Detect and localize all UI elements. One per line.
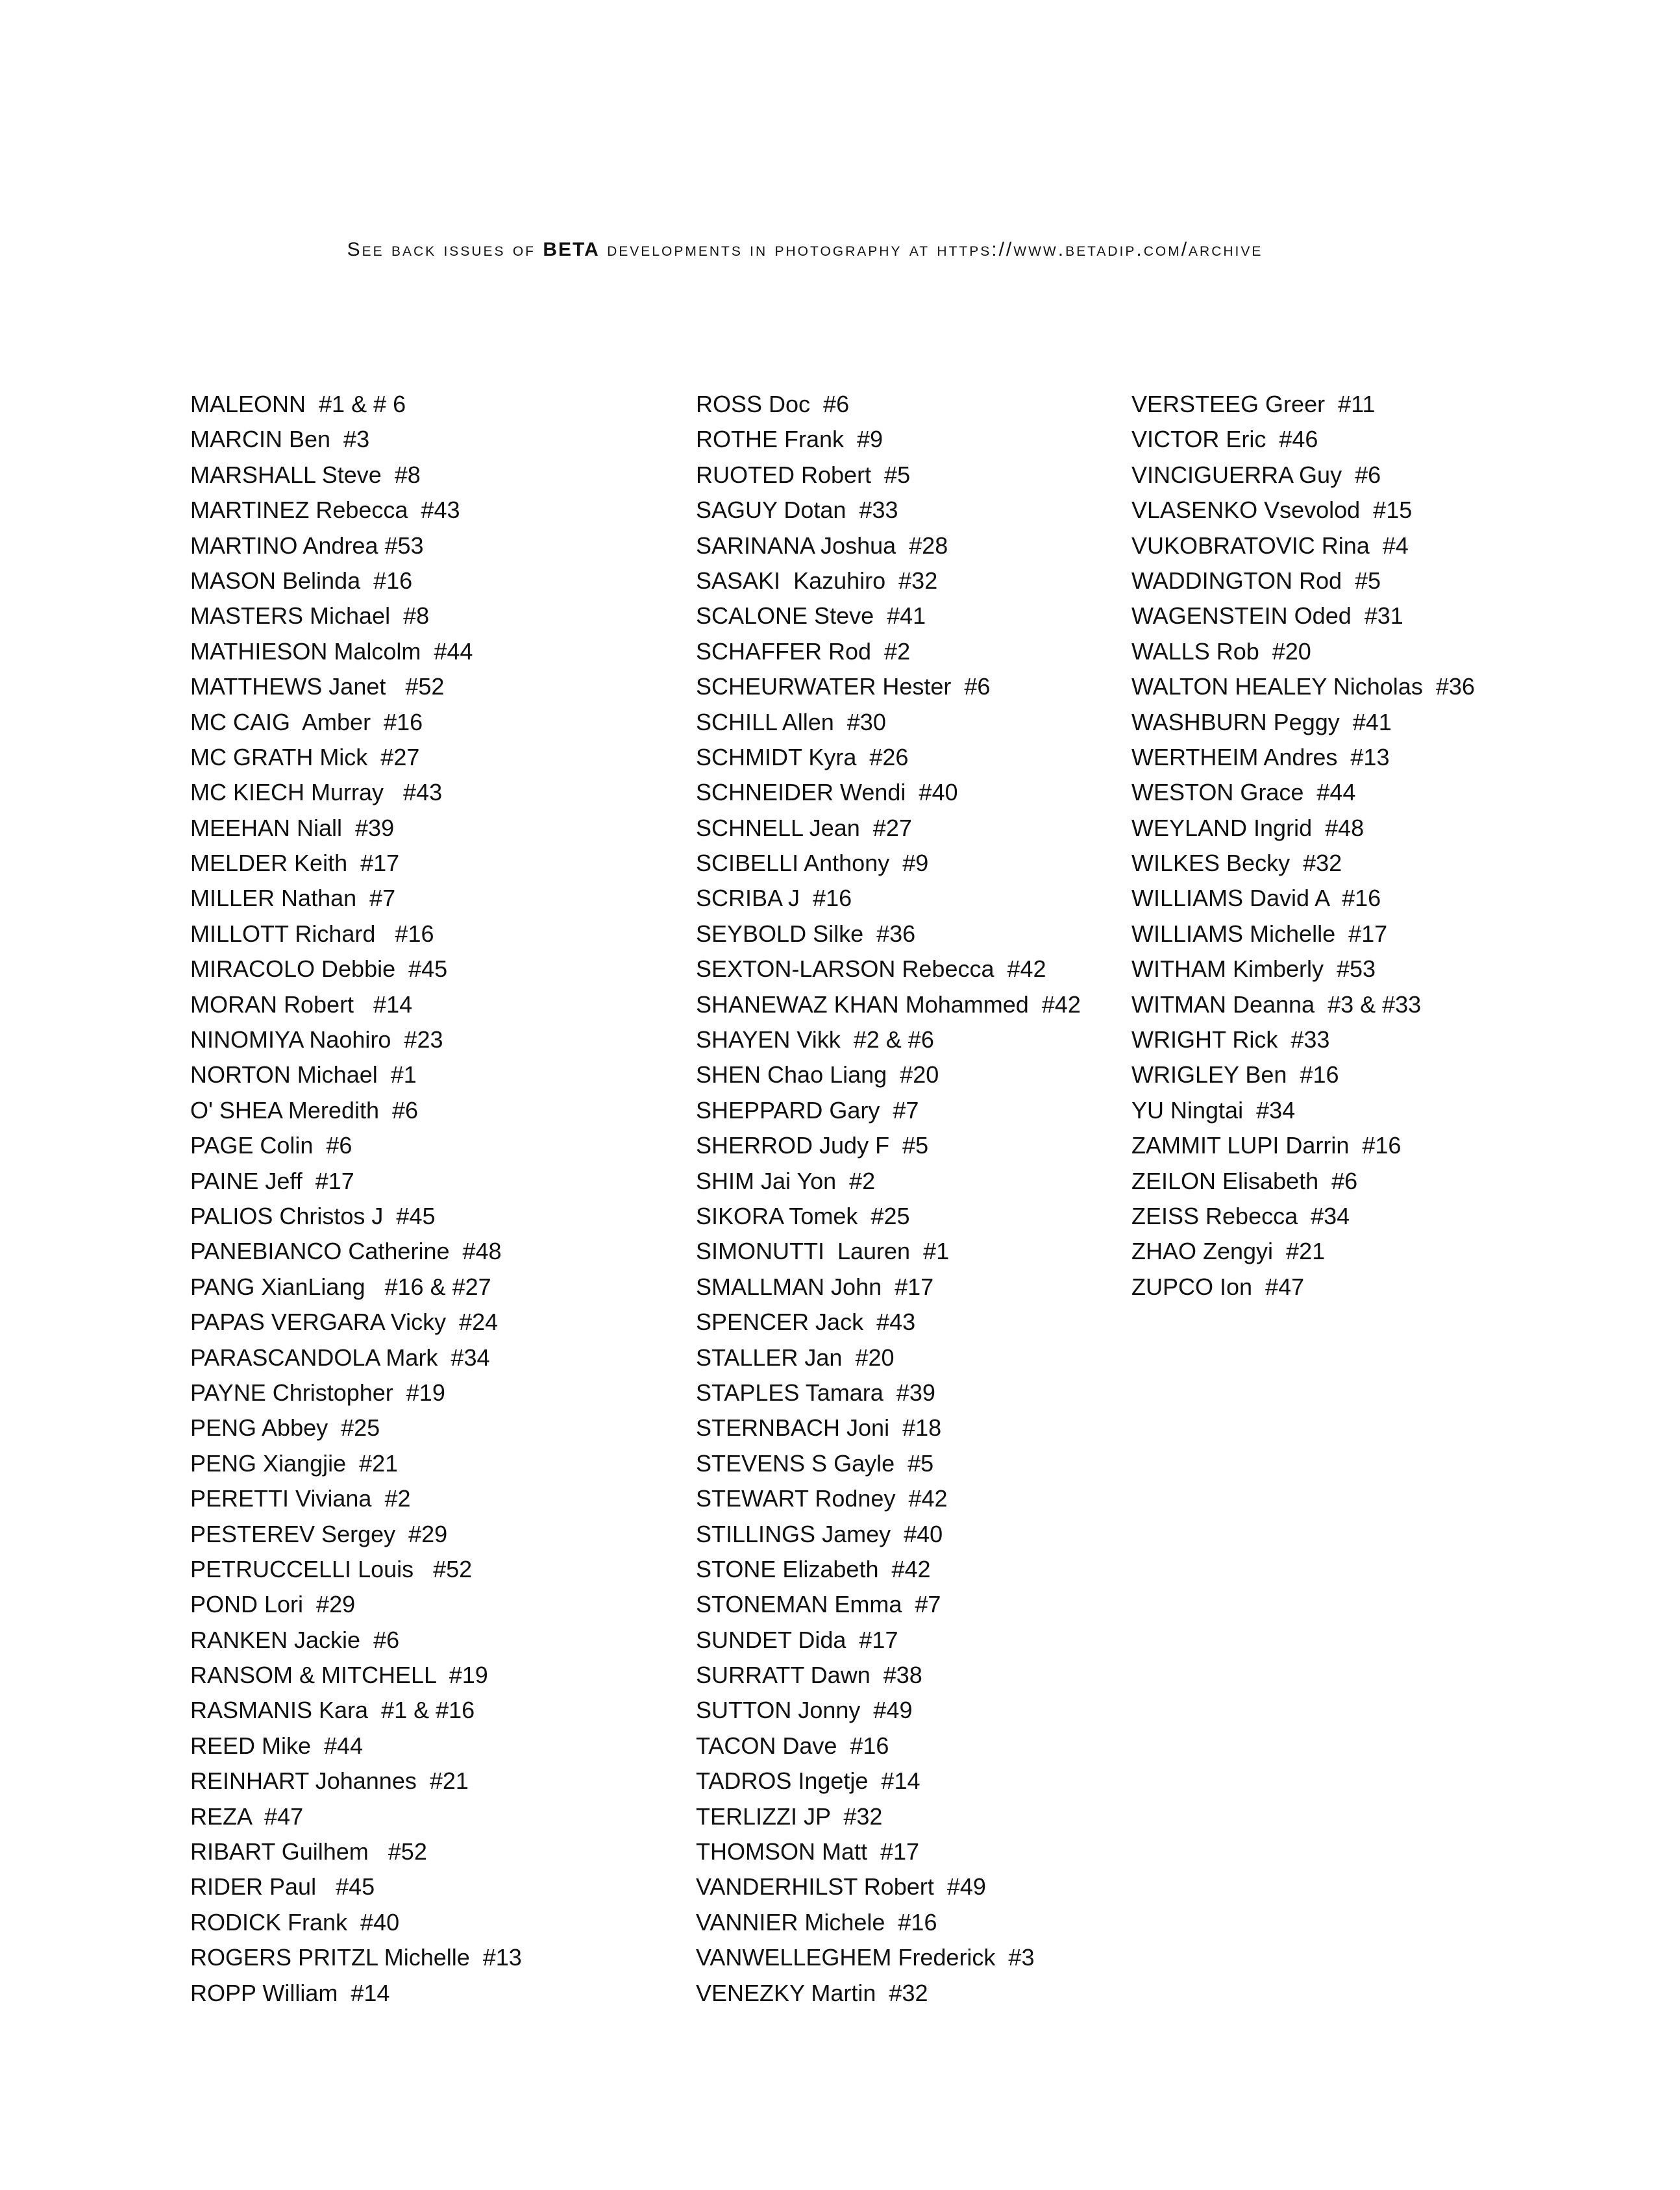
- contributor-entry: WADDINGTON Rod #5: [1131, 567, 1381, 594]
- contributor-entry: SUNDET Dida #17: [696, 1626, 898, 1653]
- contributor-entry: MILLOTT Richard #16: [190, 920, 434, 947]
- contributor-entry: WILLIAMS Michelle #17: [1131, 920, 1388, 947]
- contributor-entry: SARINANA Joshua #28: [696, 532, 948, 559]
- contributor-entry: SUTTON Jonny #49: [696, 1697, 913, 1724]
- contributor-entry: THOMSON Matt #17: [696, 1838, 920, 1865]
- contributor-entry: SPENCER Jack #43: [696, 1309, 916, 1336]
- contributor-entry: ROSS Doc #6: [696, 391, 850, 417]
- contributor-entry: ZEISS Rebecca #34: [1131, 1202, 1350, 1229]
- name-column-2: [696, 387, 1081, 2011]
- name-column-3: [1131, 387, 1475, 1305]
- contributor-entry: REED Mike #44: [190, 1732, 364, 1759]
- contributor-entry: SCIBELLI Anthony #9: [696, 850, 929, 877]
- contributor-entry: MALEONN #1 & # 6: [190, 391, 406, 417]
- contributor-entry: PENG Xiangjie #21: [190, 1449, 399, 1477]
- contributor-entry: WRIGHT Rick #33: [1131, 1026, 1330, 1053]
- contributor-entry: MASTERS Michael #8: [190, 602, 430, 630]
- contributor-entry: PERETTI Viviana #2: [190, 1485, 411, 1512]
- contributor-entry: WILLIAMS David A #16: [1131, 885, 1381, 912]
- contributor-entry: SAGUY Dotan #33: [696, 497, 898, 524]
- contributor-entry: SHANEWAZ KHAN Mohammed #42: [696, 990, 1081, 1018]
- contributor-entry: SHIM Jai Yon #2: [696, 1167, 876, 1194]
- contributor-entry: VENEZKY Martin #32: [696, 1979, 928, 2006]
- contributor-entry: STEVENS S Gayle #5: [696, 1449, 934, 1477]
- contributor-entry: MIRACOLO Debbie #45: [190, 955, 448, 983]
- contributor-entry: SHEPPARD Gary #7: [696, 1096, 919, 1124]
- contributor-entry: PAYNE Christopher #19: [190, 1379, 445, 1406]
- contributor-entry: SCALONE Steve #41: [696, 602, 926, 630]
- contributor-entry: VLASENKO Vsevolod #15: [1131, 497, 1413, 524]
- contributor-entry: VERSTEEG Greer #11: [1131, 391, 1376, 417]
- contributor-entry: SCRIBA J #16: [696, 885, 852, 912]
- contributor-entry: O' SHEA Meredith #6: [190, 1096, 419, 1124]
- contributor-entry: WASHBURN Peggy #41: [1131, 708, 1392, 735]
- contributor-entry: ROPP William #14: [190, 1979, 390, 2006]
- contributor-entry: VANWELLEGHEM Frederick #3: [696, 1944, 1035, 1971]
- contributor-entry: WITHAM Kimberly #53: [1131, 955, 1376, 983]
- contributor-entry: VANDERHILST Robert #49: [696, 1873, 986, 1901]
- contributor-entry: MC GRATH Mick #27: [190, 743, 420, 770]
- contributor-entry: PETRUCCELLI Louis #52: [190, 1555, 473, 1582]
- contributor-entry: SHEN Chao Liang #20: [696, 1061, 939, 1089]
- contributor-entry: RIDER Paul #45: [190, 1873, 375, 1901]
- contributor-entry: PENG Abbey #25: [190, 1414, 380, 1442]
- contributor-entry: VUKOBRATOVIC Rina #4: [1131, 532, 1409, 559]
- contributor-entry: MORAN Robert #14: [190, 990, 413, 1018]
- contributor-entry: STILLINGS Jamey #40: [696, 1520, 943, 1547]
- contributor-entry: TADROS Ingetje #14: [696, 1767, 920, 1795]
- contributor-entry: MELDER Keith #17: [190, 850, 400, 877]
- contributor-entry: PAGE Colin #6: [190, 1132, 352, 1159]
- brand-name: BETA: [543, 239, 600, 260]
- contributor-entry: MILLER Nathan #7: [190, 885, 396, 912]
- contributor-entry: STALLER Jan #20: [696, 1344, 895, 1371]
- contributor-entry: MASON Belinda #16: [190, 567, 413, 594]
- contributor-entry: RANKEN Jackie #6: [190, 1626, 400, 1653]
- contributor-entry: STEWART Rodney #42: [696, 1485, 948, 1512]
- contributor-entry: SHAYEN Vikk #2 & #6: [696, 1026, 934, 1053]
- contributor-entry: STAPLES Tamara #39: [696, 1379, 935, 1406]
- contributor-entry: SEYBOLD Silke #36: [696, 920, 916, 947]
- contributor-entry: ROGERS PRITZL Michelle #13: [190, 1944, 522, 1971]
- contributor-entry: MARTINEZ Rebecca #43: [190, 497, 460, 524]
- archive-notice: [0, 239, 1610, 261]
- contributor-entry: SCHILL Allen #30: [696, 708, 886, 735]
- contributor-entry: TACON Dave #16: [696, 1732, 889, 1759]
- contributor-entry: MATTHEWS Janet #52: [190, 673, 445, 700]
- contributor-entry: VINCIGUERRA Guy #6: [1131, 461, 1381, 488]
- contributor-entry: PANG XianLiang #16 & #27: [190, 1273, 491, 1300]
- contributor-entry: ZEILON Elisabeth #6: [1131, 1167, 1358, 1194]
- contributor-entry: MATHIESON Malcolm #44: [190, 637, 473, 665]
- contributor-entry: MC CAIG Amber #16: [190, 708, 423, 735]
- contributor-entry: MARSHALL Steve #8: [190, 461, 421, 488]
- contributor-entry: NORTON Michael #1: [190, 1061, 417, 1089]
- contributor-entry: SCHAFFER Rod #2: [696, 637, 911, 665]
- contributor-entry: MARTINO Andrea #53: [190, 532, 424, 559]
- contributor-entry: WITMAN Deanna #3 & #33: [1131, 990, 1422, 1018]
- contributor-entry: SCHEURWATER Hester #6: [696, 673, 991, 700]
- contributor-entry: STERNBACH Joni #18: [696, 1414, 942, 1442]
- contributor-entry: SEXTON-LARSON Rebecca #42: [696, 955, 1046, 983]
- contributor-entry: SIKORA Tomek #25: [696, 1202, 910, 1229]
- contributor-entry: SCHMIDT Kyra #26: [696, 743, 909, 770]
- contributor-entry: VANNIER Michele #16: [696, 1908, 937, 1936]
- contributor-entry: WRIGLEY Ben #16: [1131, 1061, 1339, 1089]
- contributor-entry: RANSOM & MITCHELL #19: [190, 1662, 488, 1689]
- contributor-entry: NINOMIYA Naohiro #23: [190, 1026, 443, 1053]
- contributor-entry: ZUPCO Ion #47: [1131, 1273, 1305, 1300]
- contributor-entry: RIBART Guilhem #52: [190, 1838, 427, 1865]
- contributor-entry: SHERROD Judy F #5: [696, 1132, 929, 1159]
- contributor-entry: RASMANIS Kara #1 & #16: [190, 1697, 475, 1724]
- contributor-entry: MEEHAN Niall #39: [190, 814, 395, 841]
- contributor-entry: SIMONUTTI Lauren #1: [696, 1238, 950, 1265]
- archive-notice-suffix: developments in photography at https://www.betadip.com/archive: [599, 239, 1263, 260]
- contributor-entry: MC KIECH Murray #43: [190, 779, 443, 806]
- contributor-entry: YU Ningtai #34: [1131, 1096, 1296, 1124]
- contributor-entry: SURRATT Dawn #38: [696, 1662, 922, 1689]
- contributor-entry: STONE Elizabeth #42: [696, 1555, 931, 1582]
- contributor-entry: SCHNELL Jean #27: [696, 814, 912, 841]
- contributor-entry: ZHAO Zengyi #21: [1131, 1238, 1326, 1265]
- contributor-entry: SMALLMAN John #17: [696, 1273, 934, 1300]
- contributor-entry: REZA #47: [190, 1802, 304, 1830]
- name-column-1: [190, 387, 522, 2011]
- contributor-entry: TERLIZZI JP #32: [696, 1802, 883, 1830]
- contributor-entry: WILKES Becky #32: [1131, 850, 1342, 877]
- contributor-entry: WALTON HEALEY Nicholas #36: [1131, 673, 1475, 700]
- contributor-entry: ZAMMIT LUPI Darrin #16: [1131, 1132, 1402, 1159]
- contributor-entry: PAINE Jeff #17: [190, 1167, 354, 1194]
- contributor-entry: WERTHEIM Andres #13: [1131, 743, 1390, 770]
- archive-notice-prefix: See back issues of: [347, 239, 543, 260]
- contributor-entry: PARASCANDOLA Mark #34: [190, 1344, 490, 1371]
- contributor-entry: PANEBIANCO Catherine #48: [190, 1238, 502, 1265]
- contributor-entry: REINHART Johannes #21: [190, 1767, 469, 1795]
- contributor-entry: POND Lori #29: [190, 1591, 356, 1618]
- contributor-entry: STONEMAN Emma #7: [696, 1591, 941, 1618]
- contributor-entry: ROTHE Frank #9: [696, 426, 883, 453]
- contributor-entry: PALIOS Christos J #45: [190, 1202, 436, 1229]
- contributor-entry: SASAKI Kazuhiro #32: [696, 567, 938, 594]
- contributor-entry: VICTOR Eric #46: [1131, 426, 1318, 453]
- contributor-entry: WESTON Grace #44: [1131, 779, 1356, 806]
- contributor-entry: MARCIN Ben #3: [190, 426, 370, 453]
- contributor-entry: WAGENSTEIN Oded #31: [1131, 602, 1403, 630]
- contributor-entry: PESTEREV Sergey #29: [190, 1520, 448, 1547]
- contributor-entry: WALLS Rob #20: [1131, 637, 1311, 665]
- contributor-entry: SCHNEIDER Wendi #40: [696, 779, 958, 806]
- contributor-entry: RODICK Frank #40: [190, 1908, 400, 1936]
- contributor-entry: WEYLAND Ingrid #48: [1131, 814, 1365, 841]
- contributor-entry: PAPAS VERGARA Vicky #24: [190, 1309, 499, 1336]
- contributor-entry: RUOTED Robert #5: [696, 461, 911, 488]
